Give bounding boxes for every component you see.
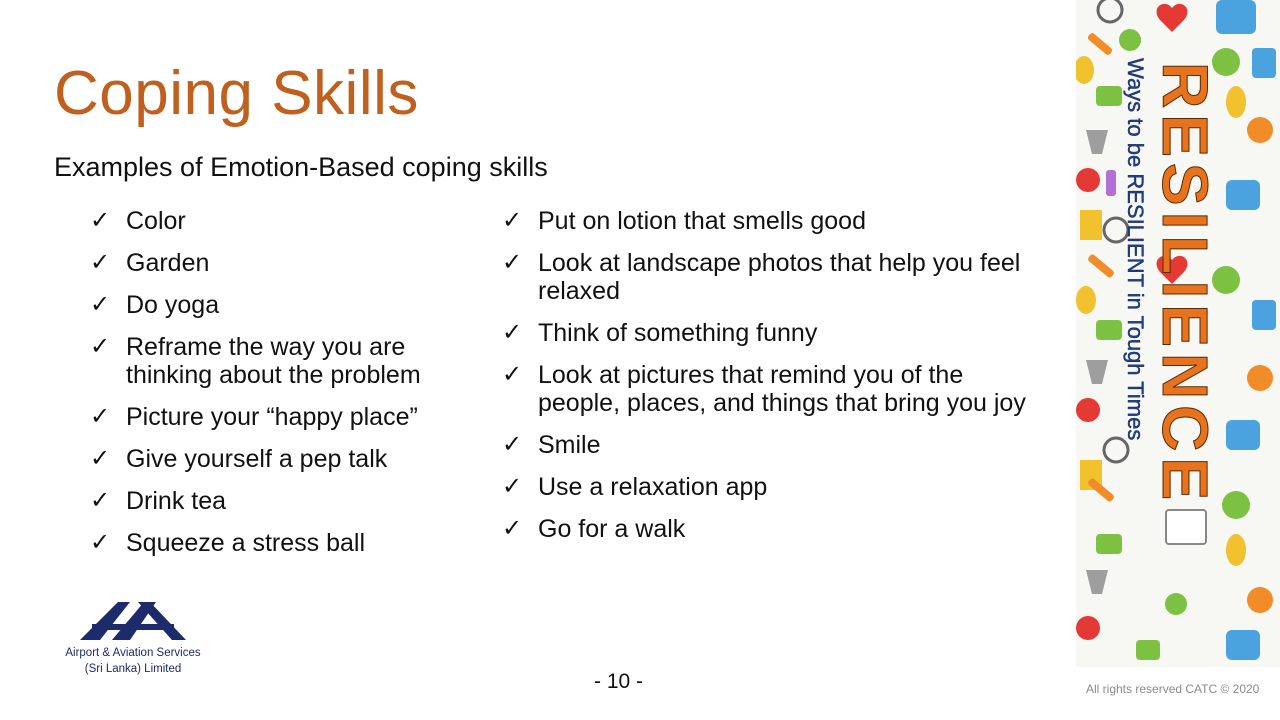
checkmark-icon: ✓ [90,207,111,234]
checkmark-icon: ✓ [90,333,111,360]
side-panel-subtitle: Ways to be RESILIENT in Tough Times [1123,58,1148,441]
heart-icon [1157,4,1188,32]
checkmark-icon: ✓ [90,529,111,556]
checkmark-icon: ✓ [502,319,523,346]
checkmark-icon: ✓ [502,515,523,542]
checkmark-icon: ✓ [90,403,111,430]
left-checklist [90,207,470,571]
checkmark-icon: ✓ [90,249,111,276]
right-checklist [502,207,1032,557]
page-number: - 10 - [594,670,644,693]
list-item: ✓ Use a relaxation app [502,473,768,501]
checkmark-icon: ✓ [502,473,523,500]
list-item: ✓ Think of something funny [502,319,818,347]
checkmark-icon: ✓ [502,207,523,234]
slide-subtitle: Examples of Emotion-Based coping skills [54,152,548,182]
list-item: ✓ Picture your “happy place” [90,403,418,431]
list-item: ✓ Put on lotion that smells good [502,207,866,235]
checkmark-icon: ✓ [90,445,111,472]
checkmark-icon: ✓ [90,291,111,318]
checkmark-icon: ✓ [502,249,523,276]
list-item: ✓ Look at landscape photos that help you feel relaxed [502,249,1021,305]
side-panel-title: RESILIENCE [1149,62,1221,507]
list-item: ✓ Give yourself a pep talk [90,445,388,473]
list-item: ✓ Do yoga [90,291,220,319]
list-item: ✓ Look at pictures that remind you of the people, places, and things that bring you joy [502,361,1026,417]
list-item: ✓ Smile [502,431,601,459]
list-item: ✓ Squeeze a stress ball [90,529,366,557]
list-item: ✓ Drink tea [90,487,227,515]
list-item: ✓ Reframe the way you are thinking about the problem [90,333,421,389]
checkmark-icon: ✓ [502,361,523,388]
company-logo [58,600,208,676]
slide-title: Coping Skills [54,59,419,128]
logo-line-2: (Sri Lanka) Limited [84,663,182,675]
aasl-logo-icon [78,600,188,644]
checkmark-icon: ✓ [502,431,523,458]
copyright-notice: All rights reserved CATC © 2020 [1086,682,1260,696]
list-item: ✓ Garden [90,249,210,277]
checkmark-icon: ✓ [90,487,111,514]
list-item: ✓ Go for a walk [502,515,686,543]
list-item: ✓ Color [90,207,186,235]
logo-line-1: Airport & Aviation Services [65,647,201,659]
